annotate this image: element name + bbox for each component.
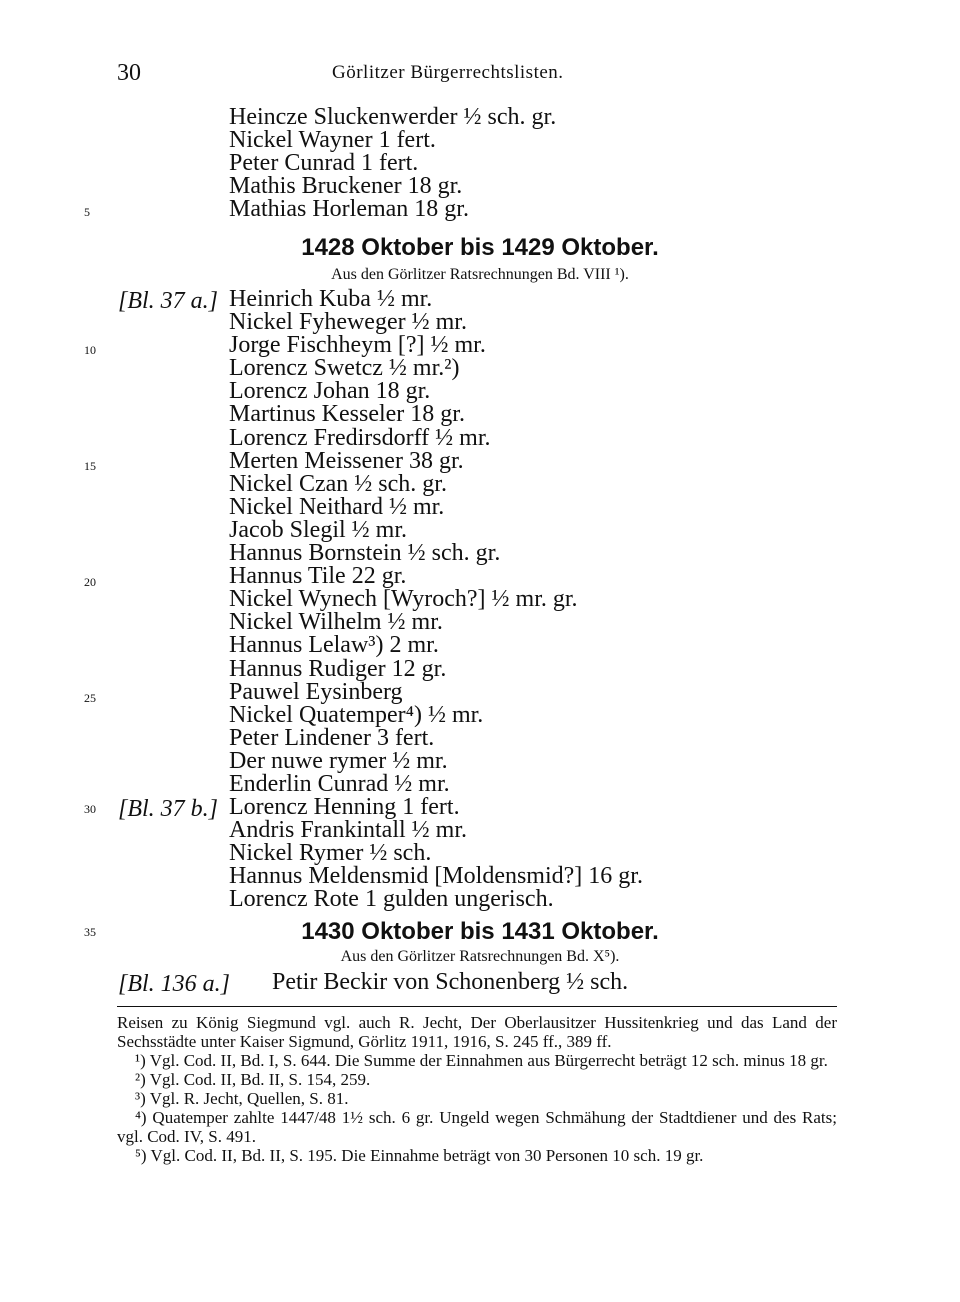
line-number-30: 30: [84, 802, 96, 816]
list-item: Hannus Lelaw³) 2 mr.: [229, 632, 439, 659]
list-item: Nickel Wilhelm ½ mr.: [229, 609, 443, 636]
folio-ref-bl-37a: [Bl. 37 a.]: [118, 288, 219, 314]
footnote-1: ¹) Vgl. Cod. II, Bd. I, S. 644. Die Summe der Einnahmen aus Bürgerrecht beträgt 12 sch. minus 18 gr.: [135, 1051, 828, 1070]
list-item: Andris Frankintall ½ mr.: [229, 817, 467, 844]
footnote-continuation: Reisen zu König Siegmund vgl. auch R. Jecht, Der Oberlausitzer Hussitenkrieg und das Land der Sechsstädte unter Kaiser Sigmund, Görlitz 1911, 1916, S. 245 ff., 389 ff.: [117, 1013, 837, 1051]
folio-ref-bl-136a: [Bl. 136 a.]: [118, 971, 231, 997]
list-item: Hannus Meldensmid [Moldensmid?] 16 gr.: [229, 863, 643, 890]
entry-list-1430: [272, 971, 912, 994]
list-item: Der nuwe rymer ½ mr.: [229, 747, 448, 774]
list-item: Nickel Fyheweger ½ mr.: [229, 309, 467, 336]
list-item: Lorencz Swetcz ½ mr.²): [229, 355, 460, 382]
list-item: Mathias Horleman 18 gr.: [229, 196, 469, 223]
section-heading-1428: 1428 Oktober bis 1429 Oktober.: [301, 234, 659, 261]
list-item: Hannus Tile 22 gr.: [229, 563, 407, 590]
list-item: Peter Lindener 3 fert.: [229, 724, 435, 751]
list-item: Heincze Sluckenwerder ½ sch. gr.: [229, 104, 557, 130]
line-number-10: 10: [84, 343, 96, 357]
entry-list-continued: [229, 106, 869, 221]
running-title: Görlitzer Bürgerrechtslisten.: [332, 62, 564, 83]
footnote-5: ⁵) Vgl. Cod. II, Bd. II, S. 195. Die Einnahme beträgt von 30 Personen 10 sch. 19 gr.: [135, 1146, 704, 1165]
list-item: Lorencz Fredirsdorff ½ mr.: [229, 424, 491, 451]
list-item: Mathis Bruckener 18 gr.: [229, 173, 463, 200]
list-item: Nickel Quatemper⁴) ½ mr.: [229, 701, 484, 728]
folio-ref-bl-37b: [Bl. 37 b.]: [118, 796, 219, 822]
footnote-2: ²) Vgl. Cod. II, Bd. II, S. 154, 259.: [135, 1070, 371, 1089]
page-number: 30: [117, 60, 141, 86]
list-item: Jorge Fischheym [?] ½ mr.: [229, 332, 486, 359]
list-item: Martinus Kesseler 18 gr.: [229, 401, 465, 428]
list-item: Nickel Wayner 1 fert.: [229, 127, 436, 154]
footnotes: [117, 1013, 837, 1165]
footnote-divider: [117, 1006, 837, 1007]
section-source-1428: Aus den Görlitzer Ratsrechnungen Bd. VIII ¹).: [331, 266, 629, 283]
list-item: Lorencz Henning 1 fert.: [229, 794, 460, 821]
list-item: Petir Beckir von Schonenberg ½ sch.: [272, 969, 629, 995]
list-item: Heinrich Kuba ½ mr.: [229, 286, 433, 312]
line-number-25: 25: [84, 691, 96, 705]
list-item: Jacob Slegil ½ mr.: [229, 516, 407, 543]
list-item: Lorencz Johan 18 gr.: [229, 378, 431, 405]
list-item: Nickel Rymer ½ sch.: [229, 840, 432, 867]
list-item: Enderlin Cunrad ½ mr.: [229, 770, 450, 797]
line-number-15: 15: [84, 459, 96, 473]
list-item: Nickel Wynech [Wyroch?] ½ mr. gr.: [229, 586, 578, 613]
entry-list-1428: [229, 288, 869, 912]
list-item: Pauwel Eysinberg: [229, 678, 403, 705]
footnote-4: ⁴) Quatemper zahlte 1447/48 1½ sch. 6 gr. Ungeld wegen Schmähung der Stadtdiener und des Rats; vgl. Cod. IV, S. 491.: [117, 1108, 837, 1146]
section-source-1430: Aus den Görlitzer Ratsrechnungen Bd. X⁵).: [340, 948, 620, 965]
list-item: Lorencz Rote 1 gulden ungerisch.: [229, 886, 554, 913]
footnote-3: ³) Vgl. R. Jecht, Quellen, S. 81.: [135, 1089, 349, 1108]
line-number-35: 35: [84, 925, 96, 939]
list-item: Nickel Czan ½ sch. gr.: [229, 470, 447, 497]
list-item: Merten Meissener 38 gr.: [229, 447, 464, 474]
list-item: Peter Cunrad 1 fert.: [229, 150, 419, 177]
section-heading-1430: 1430 Oktober bis 1431 Oktober.: [301, 918, 659, 945]
line-number-5: 5: [84, 205, 90, 219]
list-item: Nickel Neithard ½ mr.: [229, 493, 445, 520]
list-item: Hannus Bornstein ½ sch. gr.: [229, 540, 501, 567]
line-number-20: 20: [84, 575, 96, 589]
list-item: Hannus Rudiger 12 gr.: [229, 655, 447, 682]
